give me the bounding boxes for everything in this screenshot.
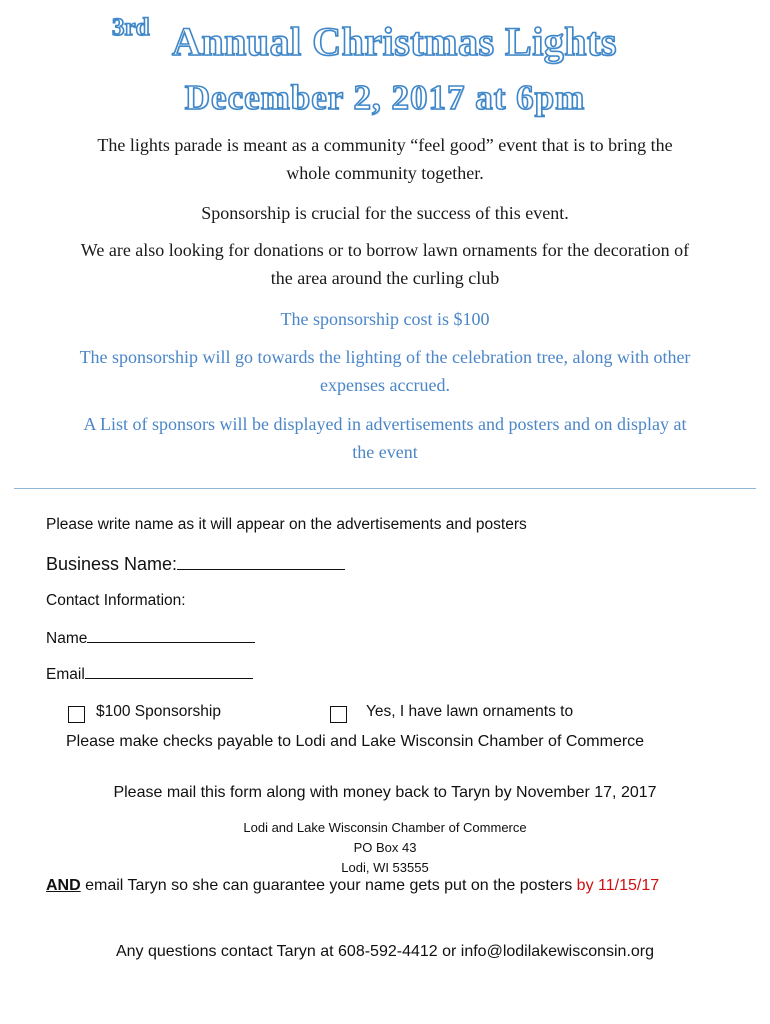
sponsorship-cost-text: The sponsorship cost is $100 [280,309,490,329]
title-ordinal: 3rd [112,14,150,41]
sponsorship-use-line-1: The sponsorship will go towards the lighting of the celebration tree, along with other [79,347,691,367]
business-name-label: Business Name: [46,554,178,574]
business-name-field[interactable] [177,553,345,570]
form-instruction: Please write name as it will appear on the advertisements and posters [46,516,527,533]
email-label: Email [46,666,85,683]
mail-instruction-text: Please mail this form along with money back to Taryn by November 17, 2017 [113,784,657,801]
sponsorship-use-paragraph [0,343,770,399]
sponsorship-crucial-text: Sponsorship is crucial for the success of this event. [201,203,569,223]
business-name-row [46,553,345,575]
donations-line-2: the area around the curling club [270,268,500,288]
sponsor-list-line-2: the event [352,442,418,462]
intro-line-1: The lights parade is meant as a community “feel good” event that is to bring the [97,135,673,155]
mailing-address [0,818,770,878]
donations-line-1: We are also looking for donations or to borrow lawn ornaments for the decoration of [80,240,690,260]
sponsorship-checkbox[interactable] [68,706,85,723]
page-title: Annual Christmas Lights [172,19,617,64]
checks-payable-text: Please make checks payable to Lodi and Lake Wisconsin Chamber of Commerce [66,733,645,750]
email-deadline: by 11/15/17 [576,877,660,894]
sponsorship-use-line-2: expenses accrued. [320,375,450,395]
section-divider [14,488,756,489]
email-instruction-line [46,877,659,895]
contact-info-label: Contact Information: [46,592,186,609]
and-emphasis: AND [46,877,81,894]
email-field[interactable] [85,662,253,679]
event-date: December 2, 2017 at 6pm [184,78,586,117]
sponsor-list-paragraph [0,410,770,466]
address-po-box: PO Box 43 [353,840,417,855]
name-row [46,626,255,648]
contact-questions-text: Any questions contact Taryn at 608-592-4412 or info@lodilakewisconsin.org [115,943,655,960]
lawn-ornaments-option-label: Yes, I have lawn ornaments to [366,703,574,720]
sponsorship-option-label: $100 Sponsorship [96,703,221,720]
address-org: Lodi and Lake Wisconsin Chamber of Commerce [243,820,527,835]
sponsor-list-line-1: A List of sponsors will be displayed in advertisements and posters and on display at [83,414,687,434]
email-row [46,662,253,684]
email-instruction-text: email Taryn so she can guarantee your name gets put on the posters [80,877,577,894]
intro-paragraph [0,131,770,187]
intro-line-2: whole community together. [286,163,484,183]
name-field[interactable] [87,626,255,643]
name-label: Name [46,630,88,647]
lawn-ornaments-checkbox[interactable] [330,706,347,723]
donations-paragraph [0,236,770,292]
address-city: Lodi, WI 53555 [341,860,429,875]
